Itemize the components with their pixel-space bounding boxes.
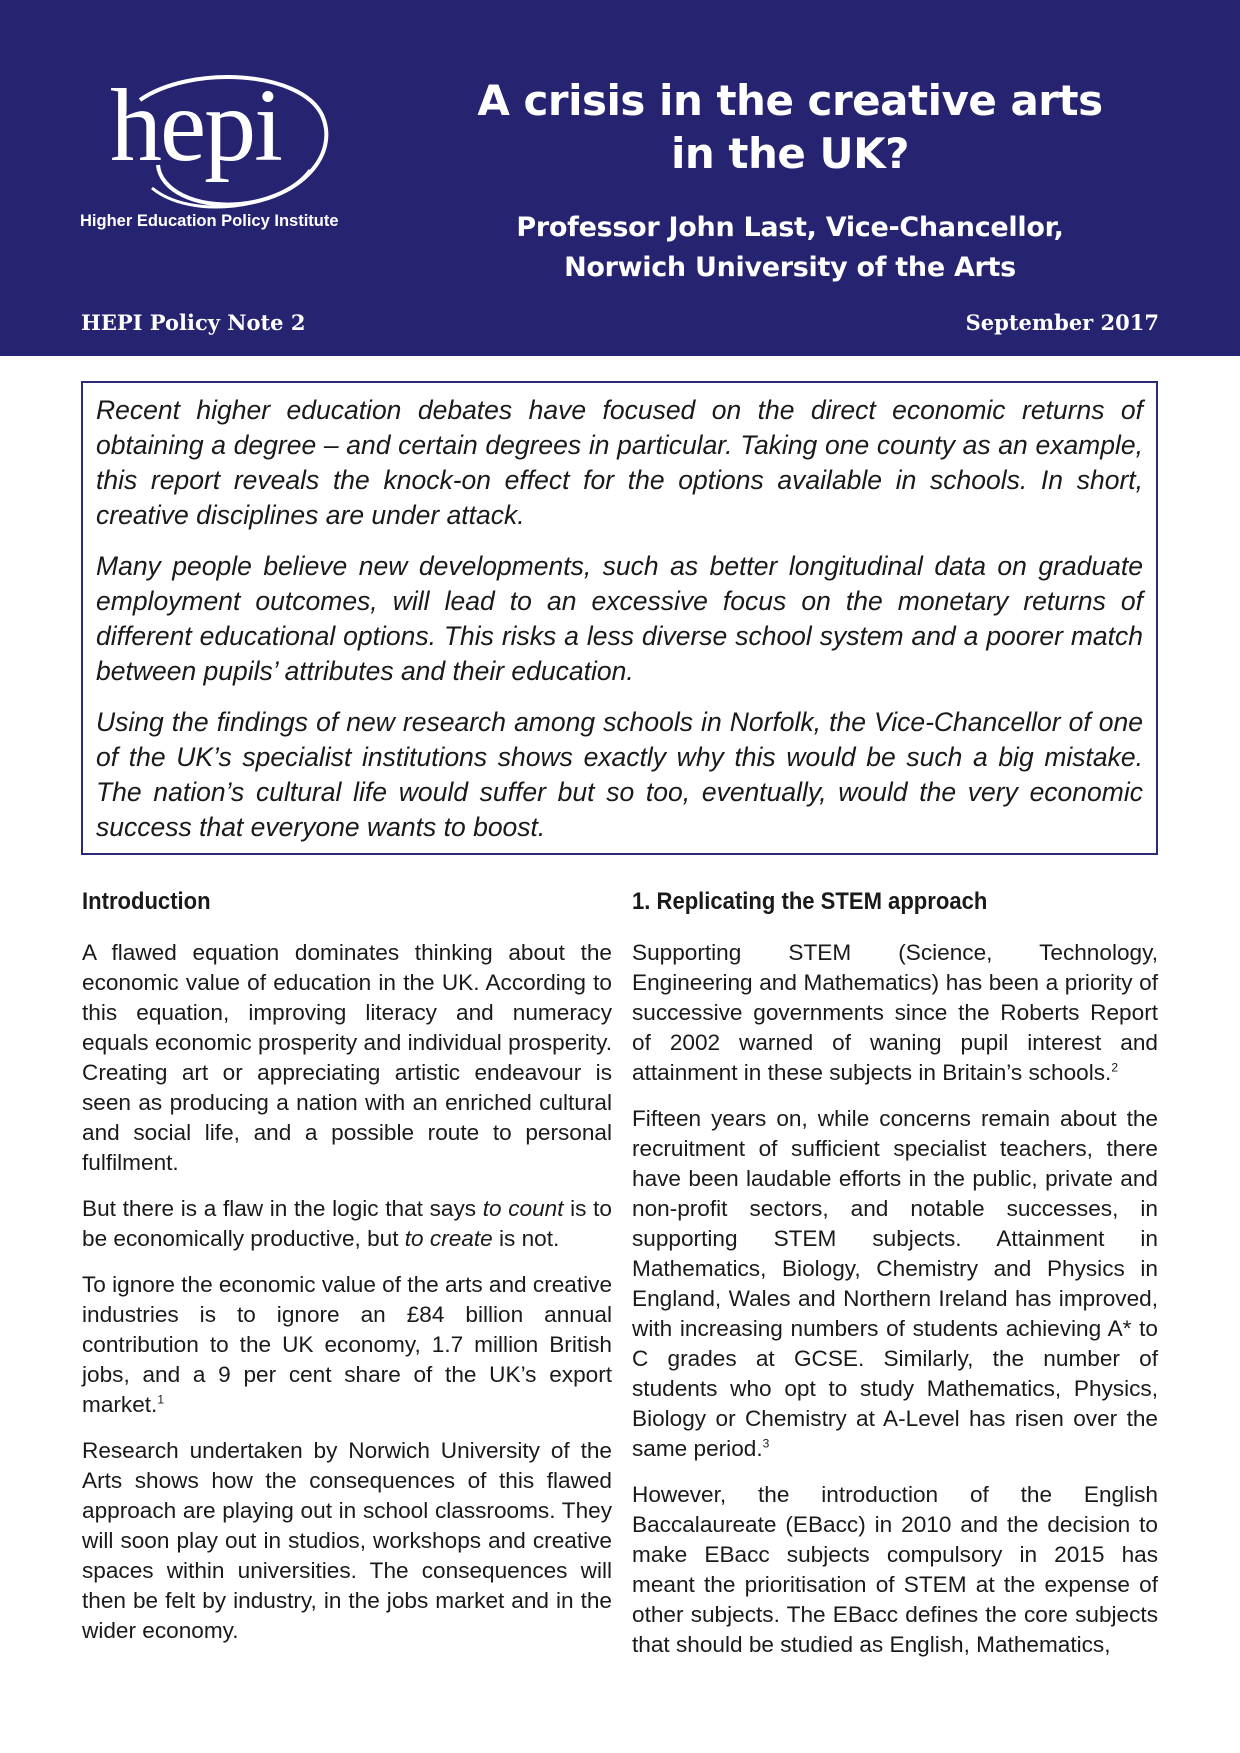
publication-date: September 2017 <box>965 310 1159 335</box>
introduction-heading: Introduction <box>82 888 211 915</box>
intro-paragraph-3 <box>82 1270 612 1420</box>
title-line-1: A crisis in the creative arts <box>477 76 1103 125</box>
intro-p2-text-a: But there is a flaw in the logic that says <box>82 1196 483 1221</box>
summary-paragraph-1: Recent higher education debates have focused on the direct economic returns of obtaining a degree – and certain degrees in particular. Taking one county as an example, this report reveals the knock-on effect for the options available in schools. In short, creative disciplines are under attack. <box>96 395 1143 530</box>
intro-p3-text: To ignore the economic value of the arts and creative industries is to ignore an £84 billion annual contribution to the UK economy, 1.7 million British jobs, and a 9 per cent share of the UK’s export market. <box>82 1272 613 1417</box>
stem-heading: 1. Replicating the STEM approach <box>632 888 988 915</box>
intro-paragraph-4: Research undertaken by Norwich University of the Arts shows how the consequences of this flawed approach are playing out in school classrooms. They will soon play out in studios, workshops and creative spaces within universities. The consequences will then be felt by industry, in the jobs market and in the wider economy. <box>82 1438 612 1643</box>
hepi-logo <box>80 70 370 240</box>
summary-paragraph-3: Using the findings of new research among schools in Norfolk, the Vice-Chancellor of one of the UK’s specialist institutions shows exactly why this would be such a big mistake. The nation’s cultural life would suffer but so too, eventually, would the very economic success that everyone wants to boost. <box>96 707 1143 842</box>
summary-box <box>81 381 1158 855</box>
logo-tagline: Higher Education Policy Institute <box>80 212 339 230</box>
title-line-2: in the UK? <box>670 129 910 178</box>
intro-p2-emphasis-1: to count <box>482 1196 564 1221</box>
intro-p2-text-b: is to be economically productive, but <box>82 1196 612 1251</box>
footnote-ref-2[interactable]: 2 <box>1111 1060 1119 1075</box>
author-credit <box>440 208 1140 288</box>
footnote-ref-1[interactable]: 1 <box>157 1392 165 1407</box>
stem-paragraph-3: However, the introduction of the English Baccalaureate (EBacc) in 2010 and the decision to make EBacc subjects compulsory in 2015 has meant the prioritisation of STEM at the expense of other subjects. The EBacc defines the core subjects that should be studied as English, Mathematics, <box>632 1482 1158 1657</box>
footnote-ref-3[interactable]: 3 <box>762 1436 770 1451</box>
stem-paragraph-2 <box>632 1104 1158 1464</box>
intro-p2-emphasis-2: to create <box>404 1226 493 1251</box>
stem-p2-text: Fifteen years on, while concerns remain about the recruitment of sufficient specialist teachers, there have been laudable efforts in the public, private and non-profit sectors, and notable successes, in supporting STEM subjects. Attainment in Mathematics, Biology, Chemistry and Physics in England, Wales and Northern Ireland has improved, with increasing numbers of students achieving A* to C grades at GCSE. Similarly, the number of students who opt to study Mathematics, Physics, Biology or Chemistry at A-Level has risen over the same period. <box>632 1106 1158 1461</box>
logo-wordmark: hepi <box>110 68 282 183</box>
right-column <box>632 884 1158 1676</box>
author-line-2: Norwich University of the Arts <box>564 252 1016 283</box>
series-label: HEPI Policy Note 2 <box>81 310 306 335</box>
header-banner <box>0 0 1240 356</box>
author-line-1: Professor John Last, Vice-Chancellor, <box>516 212 1064 243</box>
stem-paragraph-1 <box>632 938 1158 1088</box>
intro-p2-text-c: is not. <box>492 1226 560 1251</box>
stem-p1-text: Supporting STEM (Science, Technology, Engineering and Mathematics) has been a priority of successive governments since the Roberts Report of 2002 warned of waning pupil interest and attainment in these subjects in Britain’s schools. <box>632 940 1158 1085</box>
intro-paragraph-2 <box>82 1194 612 1254</box>
title-block <box>440 74 1140 288</box>
intro-paragraph-1: A flawed equation dominates thinking about the economic value of education in the UK. According to this equation, improving literacy and numeracy equals economic prosperity and individual prosperity. Creating art or appreciating artistic endeavour is seen as producing a nation with an enriched cultural and social life, and a possible route to personal fulfilment. <box>82 940 612 1175</box>
summary-paragraph-2: Many people believe new developments, such as better longitudinal data on graduate employment outcomes, will lead to an excessive focus on the monetary returns of different educational options. This risks a less diverse school system and a poorer match between pupils’ attributes and their education. <box>96 551 1143 686</box>
page-title <box>440 74 1140 180</box>
left-column <box>82 884 612 1662</box>
